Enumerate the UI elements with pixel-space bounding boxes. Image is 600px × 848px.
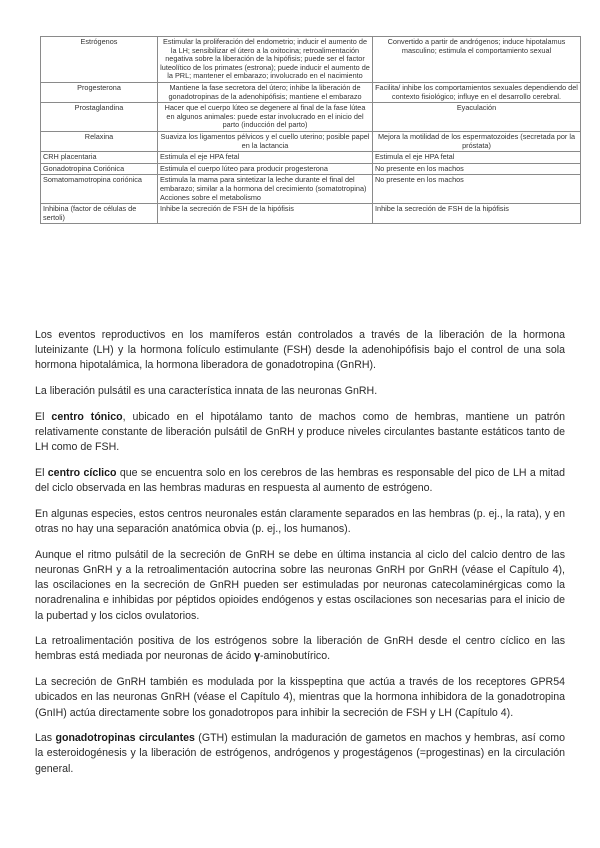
table-row bbox=[41, 163, 581, 175]
table-cell-hormone: Prostaglandina bbox=[41, 103, 158, 132]
table-cell-action: Mantiene la fase secretora del útero; inhibe la liberación de gonadotropinas de la adenohipófisis; mantiene el embarazo bbox=[158, 82, 373, 102]
key-term: centro cíclico bbox=[47, 466, 117, 479]
table-cell-text: Estimula la mama para sintetizar la leche durante el final del embarazo; similar a la hormona del crecimiento (somatotropina) bbox=[160, 175, 367, 193]
paragraph-text: (GTH) estimulan la maduración de gametos en machos y hembras, así como la esteroidogénesis y la liberación de estrógenos, andrógenos y progestágenos (=progestinas) en la circulación general. bbox=[35, 732, 565, 775]
table-row bbox=[41, 204, 581, 224]
paragraph: En algunas especies, estos centros neuronales están claramente separados en las hembras (p. ej., la rata), y en otras no hay una separación anatómica obvia (p. ej., los humanos). bbox=[35, 507, 565, 536]
paragraph-text: El bbox=[35, 410, 52, 423]
paragraph bbox=[35, 731, 565, 777]
paragraph-text: , ubicado en el hipotálamo tanto de machos como de hembras, mantiene un patrón relativamente constante de liberación pulsátil de GnRH y produce niveles circulantes bastante estáticos tanto de LH como de FSH. bbox=[35, 410, 565, 454]
table-cell-action: Estimula el cuerpo lúteo para producir progesterona bbox=[158, 163, 373, 175]
paragraph-text: Las bbox=[35, 732, 56, 745]
paragraph: Aunque el ritmo pulsátil de la secreción de GnRH se debe en última instancia al ciclo del calcio dentro de las neuronas GnRH y a la retroalimentación autocrina sobre las neuronas GnRH por GnRH (véase el Capítulo 4), las oscilaciones en la secreción de GnRH pueden ser estimuladas por neuronas catecolaminérgicas como la noradrenalina e inhibidas por péptidos opioides endógenos y estas oscilaciones son necesarias para el inicio de la pubertad y los ciclos ovulatorios. bbox=[35, 548, 565, 622]
table-cell-male-action: No presente en los machos bbox=[373, 163, 581, 175]
table-cell-action: Estimular la proliferación del endometrio; inducir el aumento de la LH; sensibilizar el útero a la oxitocina; retroalimentación negativa sobre la liberación de la hipófisis; puede ser el factor luteolítico de los primates (estrona); puede inducir el aumento de la PRL; mantener el embarazo; involucrado en el nacimiento bbox=[158, 37, 373, 83]
table-row bbox=[41, 37, 581, 83]
table-cell-hormone: Inhibina (factor de células de sertoli) bbox=[41, 204, 158, 224]
paragraph: Los eventos reproductivos en los mamíferos están controlados a través de la liberación de la hormona luteinizante (LH) y la hormona folículo estimulante (FSH) desde la adenohipófisis bajo el control de una sola hormona hipotalámica, la hormona liberadora de gonadotropina (GnRH). bbox=[35, 329, 565, 372]
body-text bbox=[35, 328, 565, 787]
table-cell-male-action: Mejora la motilidad de los espermatozoides (secretada por la próstata) bbox=[373, 131, 581, 151]
table-cell-action: Estimula el eje HPA fetal bbox=[158, 152, 373, 164]
paragraph-text: El bbox=[35, 466, 48, 479]
table-cell-hormone: Progesterona bbox=[41, 82, 158, 102]
table-cell-male-action: Facilita/ inhibe los comportamientos sexuales dependiendo del contexto fisiológico; influye en el desarrollo cerebral. bbox=[373, 82, 581, 102]
table-cell-hormone: CRH placentaria bbox=[41, 152, 158, 164]
table-cell-hormone: Relaxina bbox=[41, 131, 158, 151]
paragraph bbox=[35, 410, 565, 456]
table-cell-action bbox=[158, 175, 373, 204]
table-cell-male-action: Inhibe la secreción de FSH de la hipófisis bbox=[373, 204, 581, 224]
paragraph bbox=[35, 634, 565, 664]
table-cell-text-extra: Acciones sobre el metabolismo bbox=[160, 192, 261, 202]
key-term: centro tónico bbox=[51, 410, 123, 423]
table-cell-male-action: Convertido a partir de andrógenos; induce hipotalamus masculino; estimula el comportamiento sexual bbox=[373, 37, 581, 83]
paragraph-text: La retroalimentación positiva de los estrógenos sobre la liberación de GnRH desde el centro cíclico en las hembras está mediada por neuronas de ácido bbox=[35, 635, 565, 663]
paragraph-text: -aminobutírico. bbox=[259, 650, 331, 663]
table-row bbox=[41, 152, 581, 164]
table-row bbox=[41, 131, 581, 151]
paragraph: La secreción de GnRH también es modulada por la kisspeptina que actúa a través de los receptores GPR54 ubicados en las neuronas GnRH (véase el Capítulo 4), mientras que la hormona inhibidora de la gonadotropina (GnIH) actúa directamente sobre los gonadotropos para inhibir la secreción de FSH y LH (Capítulo 4). bbox=[35, 676, 565, 719]
table-cell-action: Suaviza los ligamentos pélvicos y el cuello uterino; posible papel en la lactancia bbox=[158, 131, 373, 151]
table-cell-hormone: Somatomamotropina coriónica bbox=[41, 175, 158, 204]
gamma-symbol: γ bbox=[254, 650, 260, 663]
table-cell-action: Hacer que el cuerpo lúteo se degenere al final de la fase lútea en algunos animales: puede estar involucrado en el inicio del parto (inducción del parto) bbox=[158, 103, 373, 132]
table-row bbox=[41, 103, 581, 132]
table-cell-hormone: Estrógenos bbox=[41, 37, 158, 83]
table-row bbox=[41, 175, 581, 204]
table-cell-male-action: No presente en los machos bbox=[373, 175, 581, 204]
table-cell-hormone: Gonadotropina Coriónica bbox=[41, 163, 158, 175]
table-cell-action: Inhibe la secreción de FSH de la hipófisis bbox=[158, 204, 373, 224]
table-row bbox=[41, 82, 581, 102]
paragraph: La liberación pulsátil es una característica innata de las neuronas GnRH. bbox=[35, 385, 378, 398]
table-cell-male-action: Estimula el eje HPA fetal bbox=[373, 152, 581, 164]
paragraph bbox=[35, 466, 565, 496]
hormone-table bbox=[40, 36, 581, 224]
key-term: gonadotropinas circulantes bbox=[55, 732, 195, 745]
paragraph-text: que se encuentra solo en los cerebros de las hembras es responsable del pico de LH a mitad del ciclo observada en las hembras maduras en respuesta al aumento de estrógeno. bbox=[35, 466, 565, 495]
table-cell-male-action: Eyaculación bbox=[373, 103, 581, 132]
